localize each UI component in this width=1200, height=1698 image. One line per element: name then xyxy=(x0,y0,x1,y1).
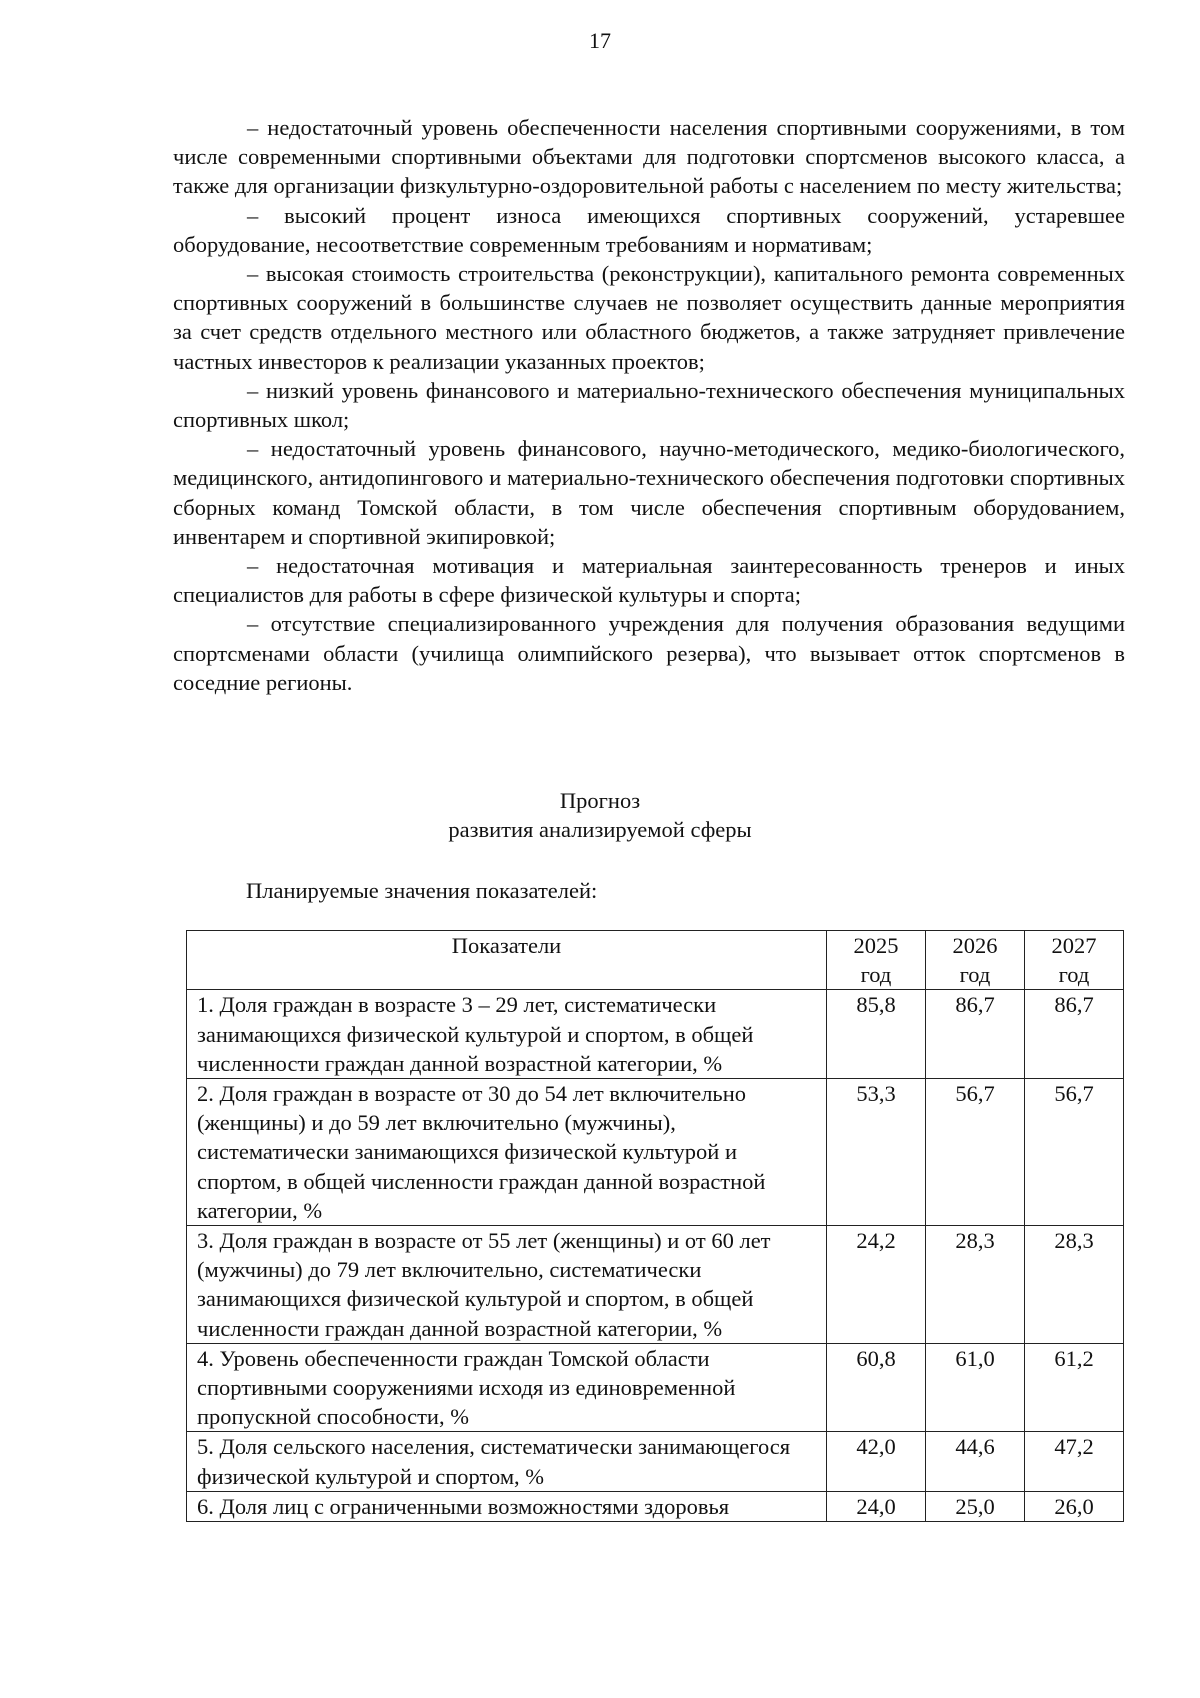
header-year-2027 xyxy=(1025,931,1124,990)
header-year-2026 xyxy=(926,931,1025,990)
value-2025: 53,3 xyxy=(827,1079,926,1226)
value-2026: 86,7 xyxy=(926,990,1025,1079)
header-year-unit: год xyxy=(860,962,892,988)
paragraph: – отсутствие специализированного учреждения для получения образования ведущими спортсменами области (училища олимпийского резерва), что вызывает отток спортсменов в соседние регионы. xyxy=(173,611,1125,695)
value-2027: 26,0 xyxy=(1025,1491,1124,1521)
header-year-unit: год xyxy=(959,962,991,988)
paragraph: – низкий уровень финансового и материально-технического обеспечения муниципальных спортивных школ; xyxy=(173,377,1125,433)
indicator-name: 1. Доля граждан в возрасте 3 – 29 лет, систематически занимающихся физической культурой и спортом, в общей численности граждан данной возрастной категории, % xyxy=(187,990,827,1079)
table-header-row xyxy=(187,931,1124,990)
value-2027: 47,2 xyxy=(1025,1432,1124,1491)
indicator-name: 2. Доля граждан в возрасте от 30 до 54 лет включительно (женщины) и до 59 лет включительно (мужчины), систематически занимающихся физической культурой и спортом, в общей численности граждан данной возрастной категории, % xyxy=(187,1079,827,1226)
indicator-name: 3. Доля граждан в возрасте от 55 лет (женщины) и от 60 лет (мужчины) до 79 лет включительно, систематически занимающихся физической культурой и спортом, в общей численности граждан данной возрастной категории, % xyxy=(187,1226,827,1344)
indicator-name: 4. Уровень обеспеченности граждан Томской области спортивными сооружениями исходя из единовременной пропускной способности, % xyxy=(187,1343,827,1432)
indicator-name: 6. Доля лиц с ограниченными возможностями здоровья xyxy=(187,1491,827,1521)
table-row xyxy=(187,990,1124,1079)
header-year: 2027 xyxy=(1051,933,1097,958)
value-2027: 56,7 xyxy=(1025,1079,1124,1226)
header-year: 2025 xyxy=(853,933,899,958)
header-year-2025 xyxy=(827,931,926,990)
section-heading xyxy=(0,786,1200,844)
paragraph: – недостаточный уровень финансового, научно-методического, медико-биологического, медицинского, антидопингового и материально-технического обеспечения подготовки спортивных сборных команд Томской области, в том числе обеспечения спортивным оборудованием, инвентарем и спортивной экипировкой; xyxy=(173,436,1125,549)
header-year: 2026 xyxy=(952,933,998,958)
value-2027: 61,2 xyxy=(1025,1343,1124,1432)
table-row xyxy=(187,1079,1124,1226)
value-2026: 61,0 xyxy=(926,1343,1025,1432)
value-2025: 24,2 xyxy=(827,1226,926,1344)
value-2027: 28,3 xyxy=(1025,1226,1124,1344)
table-row xyxy=(187,1343,1124,1432)
body-text xyxy=(173,113,1125,697)
value-2027: 86,7 xyxy=(1025,990,1124,1079)
paragraph: – высокая стоимость строительства (реконструкции), капитального ремонта современных спортивных сооружений в большинстве случаев не позволяет осуществить данные мероприятия за счет средств отдельного местного или областного бюджетов, а также затрудняет привлечение частных инвесторов к реализации указанных проектов; xyxy=(173,261,1125,374)
value-2026: 25,0 xyxy=(926,1491,1025,1521)
value-2026: 56,7 xyxy=(926,1079,1025,1226)
indicator-name: 5. Доля сельского населения, систематически занимающегося физической культурой и спортом, % xyxy=(187,1432,827,1491)
paragraph: – высокий процент износа имеющихся спортивных сооружений, устаревшее оборудование, несоответствие современным требованиям и нормативам; xyxy=(173,202,1125,257)
header-year-unit: год xyxy=(1058,962,1090,988)
heading-line: Прогноз xyxy=(559,788,641,813)
page-number: 17 xyxy=(589,28,611,53)
value-2026: 28,3 xyxy=(926,1226,1025,1344)
table-row xyxy=(187,1226,1124,1344)
value-2025: 85,8 xyxy=(827,990,926,1079)
table-caption: Планируемые значения показателей: xyxy=(246,878,598,903)
value-2025: 60,8 xyxy=(827,1343,926,1432)
value-2026: 44,6 xyxy=(926,1432,1025,1491)
header-indicator: Показатели xyxy=(187,931,827,990)
paragraph: – недостаточная мотивация и материальная заинтересованность тренеров и иных специалистов для работы в сфере физической культуры и спорта; xyxy=(173,553,1125,608)
table-row xyxy=(187,1491,1124,1521)
indicators-table xyxy=(186,930,1124,1522)
table-row xyxy=(187,1432,1124,1491)
value-2025: 42,0 xyxy=(827,1432,926,1491)
paragraph: – недостаточный уровень обеспеченности населения спортивными сооружениями, в том числе современными спортивными объектами для подготовки спортсменов высокого класса, а также для организации физкультурно-оздоровительной работы с населением по месту жительства; xyxy=(173,115,1125,199)
heading-line: развития анализируемой сферы xyxy=(448,817,752,842)
value-2025: 24,0 xyxy=(827,1491,926,1521)
